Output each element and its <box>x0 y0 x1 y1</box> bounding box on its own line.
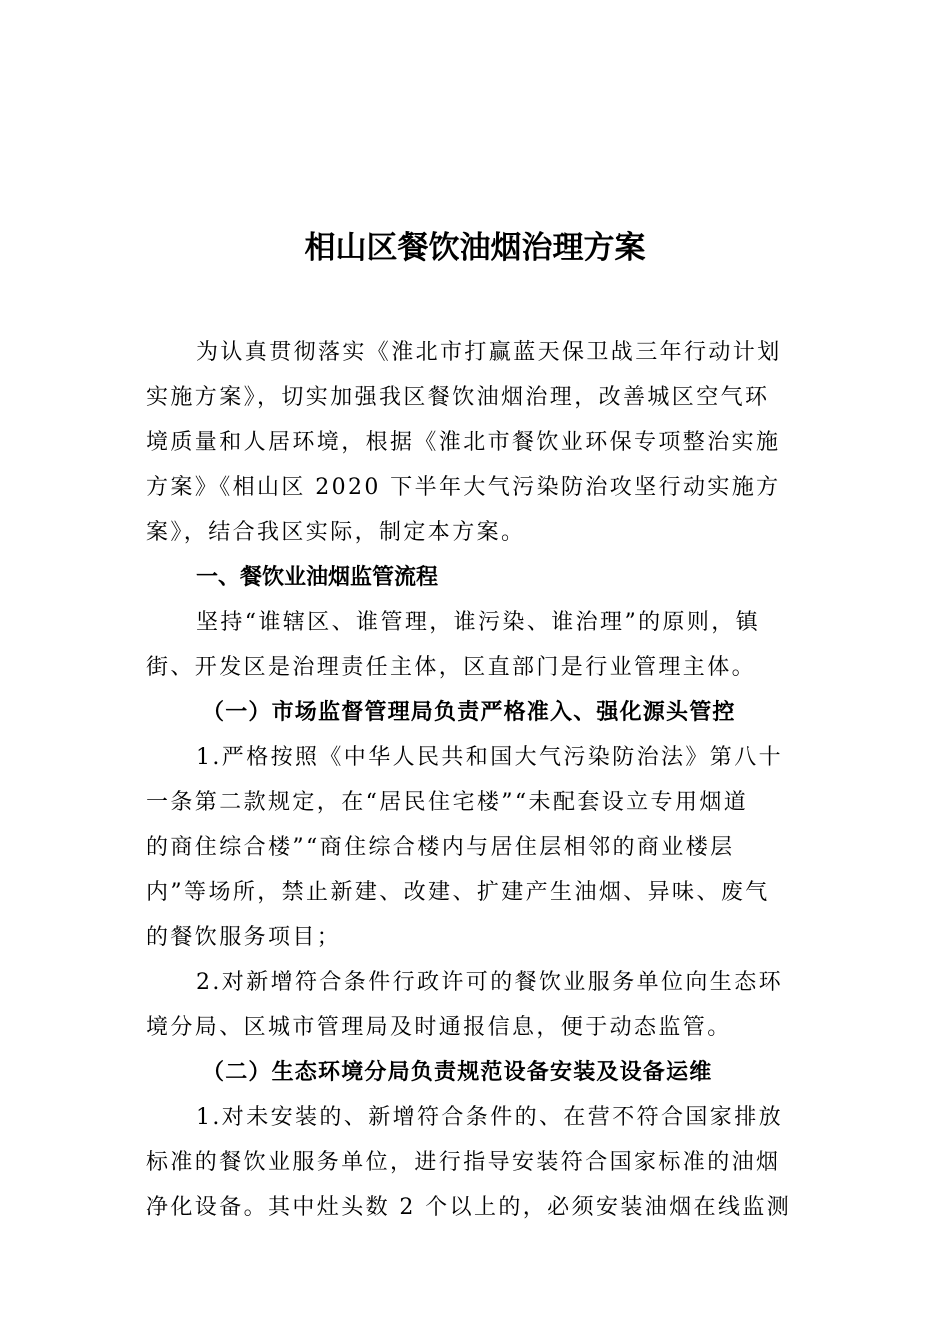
paragraph-line: 的商住综合楼”“商住综合楼内与居住层相邻的商业楼层 <box>146 835 735 860</box>
paragraph-line: 实施方案》，切实加强我区餐饮油烟治理，改善城区空气环 <box>146 385 770 410</box>
document-title: 相山区餐饮油烟治理方案 <box>304 230 646 266</box>
paragraph-line: 一条第二款规定，在“居民住宅楼”“未配套设立专用烟道 <box>146 790 749 815</box>
paragraph-line: 内”等场所，禁止新建、改建、扩建产生油烟、异味、废气 <box>146 880 770 905</box>
paragraph-line: 街、开发区是治理责任主体，区直部门是行业管理主体。 <box>146 655 757 680</box>
paragraph-line: 为认真贯彻落实《淮北市打赢蓝天保卫战三年行动计划 <box>196 340 782 365</box>
paragraph-line: 1.对未安装的、新增符合条件的、在营不符合国家排放 <box>196 1105 783 1130</box>
paragraph-line: 标准的餐饮业服务单位，进行指导安装符合国家标准的油烟 <box>146 1150 781 1175</box>
paragraph-line: 1.严格按照《中华人民共和国大气污染防治法》第八十 <box>196 745 783 770</box>
section-heading: 一、餐饮业油烟监管流程 <box>196 565 439 590</box>
paragraph-line: 境质量和人居环境，根据《淮北市餐饮业环保专项整治实施 <box>146 430 781 455</box>
paragraph-line: 坚持“谁辖区、谁管理，谁污染、谁治理”的原则，镇 <box>196 610 761 635</box>
subsection-heading: （一）市场监督管理局负责严格准入、强化源头管控 <box>202 699 736 725</box>
paragraph-line: 的餐饮服务项目； <box>146 925 342 950</box>
document-body <box>146 330 808 1230</box>
paragraph-line: 方案》《相山区 2020 下半年大气污染防治攻坚行动实施方 <box>146 475 781 500</box>
paragraph-line: 2.对新增符合条件行政许可的餐饮业服务单位向生态环 <box>196 970 783 995</box>
paragraph-line: 净化设备。其中灶头数 2 个以上的，必须安装油烟在线监测 <box>146 1195 792 1220</box>
paragraph-line: 案》，结合我区实际，制定本方案。 <box>146 520 526 545</box>
subsection-heading: （二）生态环境分局负责规范设备安装及设备运维 <box>202 1059 713 1085</box>
paragraph-line: 境分局、区城市管理局及时通报信息，便于动态监管。 <box>146 1015 732 1040</box>
